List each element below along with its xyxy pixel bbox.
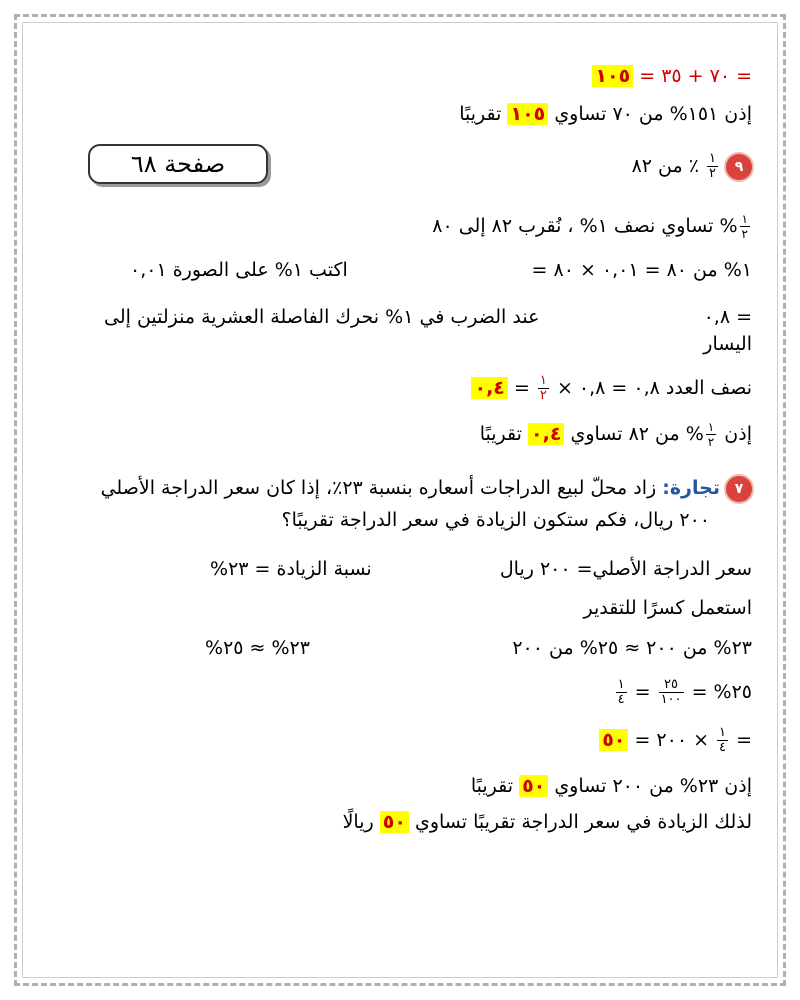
answer-highlight: ٥٠ <box>519 775 548 797</box>
conclusion-text: إذن ١٥١% من ٧٠ تساوي <box>554 103 752 125</box>
equation-line-1 <box>592 62 752 90</box>
fraction: $\frac{١}{٢}$ <box>741 212 748 241</box>
calculation-text: نصف العدد ٠,٨ = ٠,٨ × <box>556 377 752 399</box>
calculation-line-3 <box>471 374 752 403</box>
calculation-text: = ٠,٨ <box>703 306 752 328</box>
increase-rate: نسبة الزيادة = ٢٣% <box>210 558 372 580</box>
question-7-continued: ٢٠٠ ريال، فكم ستكون الزيادة في سعر الدراجة تقريبًا؟ <box>281 509 710 531</box>
question-keyword: تجارة: <box>662 477 720 499</box>
fraction: $\frac{١}{٢}$ <box>539 373 547 403</box>
answer-highlight: ٥٠ <box>380 811 409 833</box>
question-number-badge: ٧ <box>726 476 752 502</box>
given-line: سعر الدراجة الأصلي= ٢٠٠ ريال <box>499 558 752 580</box>
calculation-hint-2: عند الضرب في ١% نحرك الفاصلة العشرية منزلتين إلى <box>104 306 540 328</box>
answer-highlight: ٥٠ <box>599 729 628 751</box>
question-number-badge: ٩ <box>726 154 752 180</box>
answer-highlight: ٠,٤ <box>528 423 564 445</box>
question-text: ٪ من ٨٢ <box>631 155 699 177</box>
explanation-line-1 <box>432 212 752 241</box>
multiplication-line: = $\frac{١}{٤}$ × ٢٠٠ = ٥٠ <box>599 726 752 755</box>
fraction: $\frac{٢٥}{١٠٠}$ <box>660 677 682 707</box>
fraction: $\frac{١}{٤}$ <box>719 725 727 755</box>
conclusion-tail: تقريبًا <box>459 103 502 125</box>
conclusion-line-2: إذن $\frac{١}{٢}$ % من ٨٢ تساوي ٠,٤ تقريبًا <box>479 420 752 449</box>
question-9 <box>632 152 752 181</box>
estimate-line: ٢٣% من ٢٠٠ ≈ ٢٥% من ٢٠٠ <box>512 637 752 659</box>
conclusion-line-3: إذن ٢٣% من ٢٠٠ تساوي ٥٠ تقريبًا <box>470 775 752 797</box>
fraction-line: ٢٥% = $\frac{٢٥}{١٠٠}$ = $\frac{١}{٤}$ <box>617 677 752 707</box>
instruction-line: استعمل كسرًا للتقدير <box>583 597 752 619</box>
estimate-approx: ٢٣% ≈ ٢٥% <box>205 637 310 659</box>
answer-highlight: ٠,٤ <box>471 377 507 399</box>
answer-highlight: ١٠٥ <box>507 103 548 125</box>
final-answer-line: لذلك الزيادة في سعر الدراجة تقريبًا تساوي ٥٠ ريالًا <box>342 811 752 833</box>
equation-expression: = ٧٠ + ٣٥ = <box>639 65 752 87</box>
fraction: $\frac{١}{٤}$ <box>617 677 625 707</box>
fraction: $\frac{١}{٢}$ <box>707 420 715 449</box>
conclusion-line-1 <box>459 100 752 128</box>
explanation-text: % تساوي نصف ١% ، نُقرب ٨٢ إلى ٨٠ <box>432 215 738 237</box>
calculation-line-2 <box>704 303 752 331</box>
calculation-hint-2-tail: اليسار <box>703 333 752 355</box>
question-7 <box>101 474 752 502</box>
equals-sign: = <box>513 377 530 399</box>
question-text: زاد محلّ لبيع الدراجات أسعاره بنسبة ٢٣٪، إذا كان سعر الدراجة الأصلي <box>100 477 657 499</box>
calculation-line-1 <box>532 256 752 284</box>
fraction: $\frac{١}{٢}$ <box>708 151 716 181</box>
page-number-label: صفحة ٦٨ <box>88 144 268 184</box>
calculation-text: ١% من ٨٠ = ٠,٠١ × ٨٠ = <box>531 259 752 281</box>
calculation-hint-1: اكتب ١% على الصورة ٠,٠١ <box>130 259 348 281</box>
answer-highlight: ١٠٥ <box>592 65 633 87</box>
